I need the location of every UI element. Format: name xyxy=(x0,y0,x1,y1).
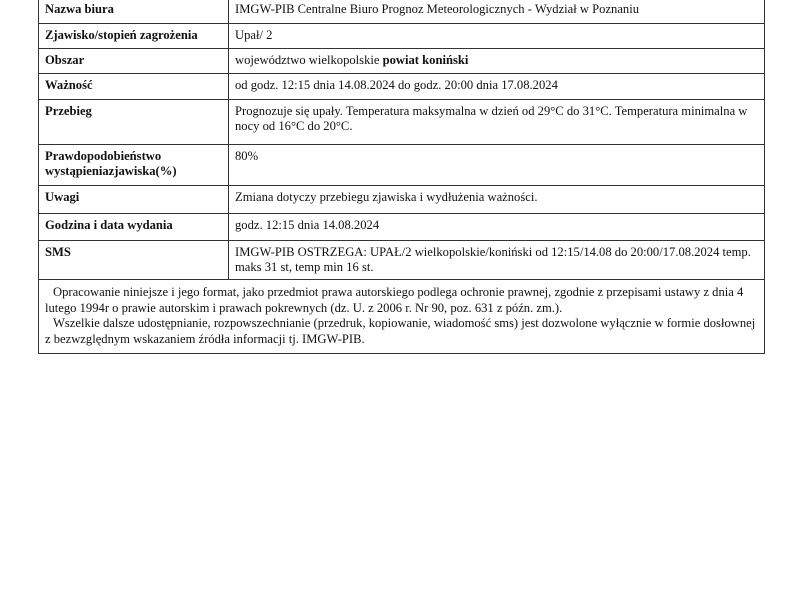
table-row xyxy=(39,186,765,214)
row-label-sms: SMS xyxy=(39,241,229,280)
row-value-sms: IMGW-PIB OSTRZEGA: UPAŁ/2 wielkopolskie/koniński od 12:15/14.08 do 20:00/17.08.2024 temp. maks 31 st, temp min 16 st. xyxy=(229,241,765,280)
row-label-remarks: Uwagi xyxy=(39,186,229,214)
warning-document xyxy=(38,0,765,354)
row-value-issued: godz. 12:15 dnia 14.08.2024 xyxy=(229,214,765,241)
area-county: powiat koniński xyxy=(382,53,469,67)
table-row xyxy=(39,24,765,49)
row-value-course: Prognozuje się upały. Temperatura maksymalna w dzień od 29°C do 31°C. Temperatura minimalna w nocy od 16°C do 20°C. xyxy=(229,100,765,145)
row-value-validity: od godz. 12:15 dnia 14.08.2024 do godz. 20:00 dnia 17.08.2024 xyxy=(229,74,765,100)
distribution-paragraph: Wszelkie dalsze udostępnianie, rozpowszechnianie (przedruk, kopiowanie, wiadomość sms) jest dozwolone wyłącznie w formie dosłownej z bezwzględnym wskazaniem źródła informacji tj. IMGW-PIB. xyxy=(45,316,756,346)
table-row xyxy=(39,214,765,241)
table-row xyxy=(39,74,765,100)
table-row xyxy=(39,49,765,74)
area-voivodeship: województwo wielkopolskie xyxy=(235,53,383,67)
row-label-area: Obszar xyxy=(39,49,229,74)
row-label-phenomenon: Zjawisko/stopień zagrożenia xyxy=(39,24,229,49)
row-value-area xyxy=(229,49,765,74)
row-label-issued: Godzina i data wydania xyxy=(39,214,229,241)
copyright-paragraph: Opracowanie niniejsze i jego format, jako przedmiot prawa autorskiego podlega ochronie prawnej, zgodnie z przepisami ustawy z dnia 4 lutego 1994r o prawie autorskim i prawach pokrewnych (dz. U. z 2006 r. Nr 90, poz. 631 z późn. zm.). xyxy=(45,285,744,315)
row-label-office: Nazwa biura xyxy=(39,0,229,24)
row-value-office: IMGW-PIB Centralne Biuro Prognoz Meteorologicznych - Wydział w Poznaniu xyxy=(229,0,765,24)
row-value-probability: 80% xyxy=(229,145,765,186)
table-row xyxy=(39,100,765,145)
row-value-phenomenon: Upał/ 2 xyxy=(229,24,765,49)
table-row xyxy=(39,145,765,186)
copyright-note xyxy=(38,280,765,354)
table-row xyxy=(39,241,765,280)
table-row xyxy=(39,0,765,24)
row-label-validity: Ważność xyxy=(39,74,229,100)
warning-table xyxy=(38,0,765,280)
row-label-course: Przebieg xyxy=(39,100,229,145)
row-label-probability: Prawdopodobieństwo wystąpieniazjawiska(%) xyxy=(39,145,229,186)
row-value-remarks: Zmiana dotyczy przebiegu zjawiska i wydłużenia ważności. xyxy=(229,186,765,214)
